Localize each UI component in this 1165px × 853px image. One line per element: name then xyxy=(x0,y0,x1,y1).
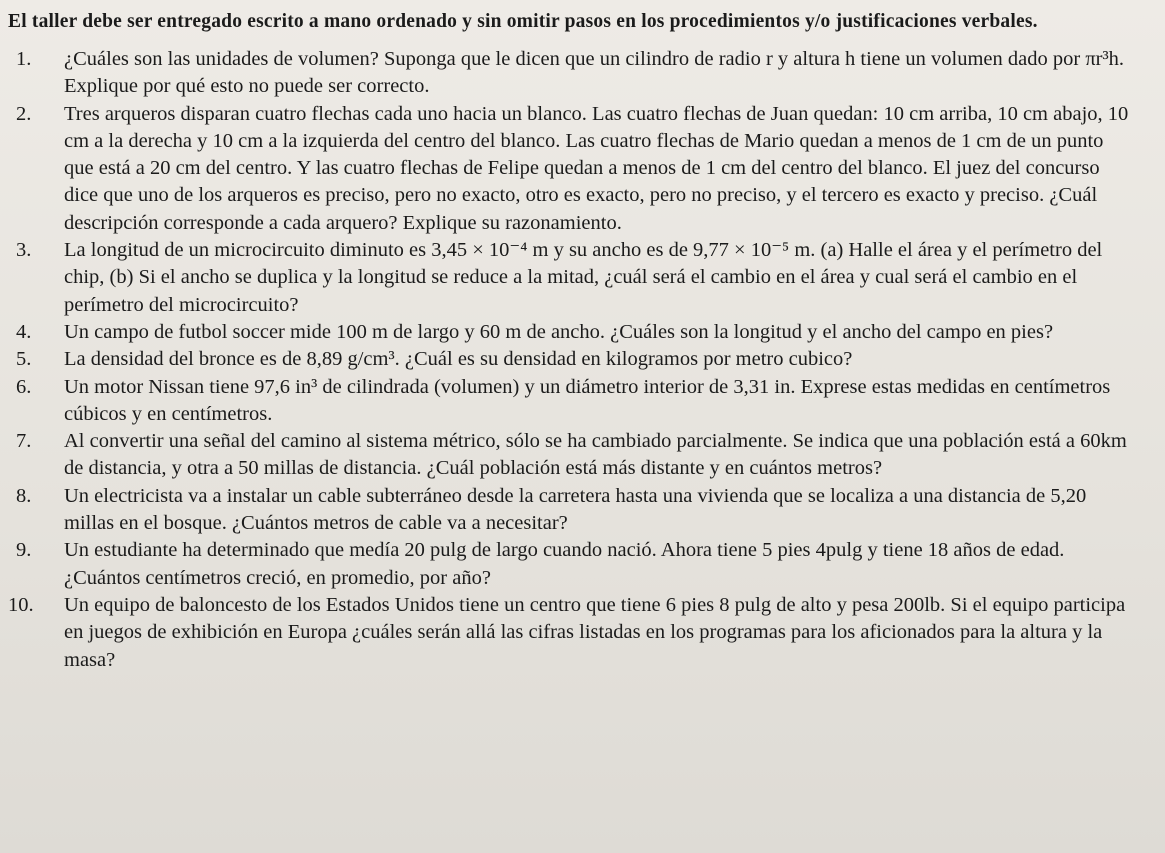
instructions-heading: El taller debe ser entregado escrito a mano ordenado y sin omitir pasos en los procedimientos y/o justificaciones verbales. xyxy=(8,11,1038,32)
problem-number: 3. xyxy=(16,239,32,262)
problem-number: 2. xyxy=(16,102,32,125)
problem-text: Al convertir una señal del camino al sistema métrico, sólo se ha cambiado parcialmente. Se indica que una población está a 60km de distancia, y otra a 50 millas de distancia. ¿Cuál población está más distante y en cuántos metros? xyxy=(64,430,1127,480)
problem-item-7 xyxy=(8,428,1135,483)
problem-text: La longitud de un microcircuito diminuto es 3,45 × 10⁻⁴ m y su ancho es de 9,77 × 10⁻⁵ m. (a) Halle el área y el perímetro del chip, (b) Si el ancho se duplica y la longitud se reduce a la mitad, ¿cuál será el cambio en el área y cual será el cambio en el perímetro del microcircuito? xyxy=(64,239,1103,316)
problem-item-1 xyxy=(8,46,1135,101)
problem-item-10 xyxy=(8,592,1135,674)
problem-number: 1. xyxy=(16,48,32,70)
problem-number: 7. xyxy=(16,430,32,453)
problem-list xyxy=(8,46,1135,674)
problem-number: 8. xyxy=(16,484,32,507)
problem-text: Un campo de futbol soccer mide 100 m de largo y 60 m de ancho. ¿Cuáles son la longitud y el ancho del campo en pies? xyxy=(64,320,1054,343)
problem-text: La densidad del bronce es de 8,89 g/cm³. ¿Cuál es su densidad en kilogramos por metro cubico? xyxy=(64,348,853,371)
problem-number: 6. xyxy=(16,375,32,398)
problem-item-9 xyxy=(8,537,1135,592)
problem-item-2 xyxy=(8,101,1135,237)
problem-item-6 xyxy=(8,374,1135,429)
problem-text: ¿Cuáles son las unidades de volumen? Suponga que le dicen que un cilindro de radio r y altura h tiene un volumen dado por πr³h. Explique por qué esto no puede ser correcto. xyxy=(64,48,1125,98)
problem-item-4 xyxy=(8,319,1135,346)
problem-text: Un electricista va a instalar un cable subterráneo desde la carretera hasta una vivienda que se localiza a una distancia de 5,20 millas en el bosque. ¿Cuántos metros de cable va a necesitar? xyxy=(64,484,1087,535)
problem-item-5 xyxy=(8,346,1135,373)
problem-number: 5. xyxy=(16,348,32,371)
problem-item-3 xyxy=(8,237,1135,319)
problem-item-8 xyxy=(8,483,1135,538)
problem-text: Tres arqueros disparan cuatro flechas cada uno hacia un blanco. Las cuatro flechas de Juan quedan: 10 cm arriba, 10 cm abajo, 10 cm a la derecha y 10 cm a la izquierda del centro del blanco. Las cuatro flechas de Mario quedan a menos de 1 cm de un punto que está a 20 cm del centro. Y las cuatro flechas de Felipe quedan a menos de 1 cm del centro del blanco. El juez del concurso dice que uno de los arqueros es preciso, pero no exacto, otro es exacto, pero no preciso, y el tercero es exacto y preciso. ¿Cuál descripción corresponde a cada arquero? Explique su razonamiento. xyxy=(64,102,1129,234)
problem-text: Un estudiante ha determinado que medía 20 pulg de largo cuando nació. Ahora tiene 5 pies 4pulg y tiene 18 años de edad. ¿Cuántos centímetros creció, en promedio, por año? xyxy=(64,539,1065,589)
problem-number: 4. xyxy=(16,320,32,343)
problem-number: 10. xyxy=(8,593,34,616)
problem-text: Un equipo de baloncesto de los Estados Unidos tiene un centro que tiene 6 pies 8 pulg de alto y pesa 200lb. Si el equipo participa en juegos de exhibición en Europa ¿cuáles serán allá las cifras listadas en los programas para los aficionados para la altura y la masa? xyxy=(64,593,1126,671)
problem-number: 9. xyxy=(16,539,32,562)
problem-text: Un motor Nissan tiene 97,6 in³ de cilindrada (volumen) y un diámetro interior de 3,31 in. Exprese estas medidas en centímetros cúbicos y en centímetros. xyxy=(64,375,1111,425)
